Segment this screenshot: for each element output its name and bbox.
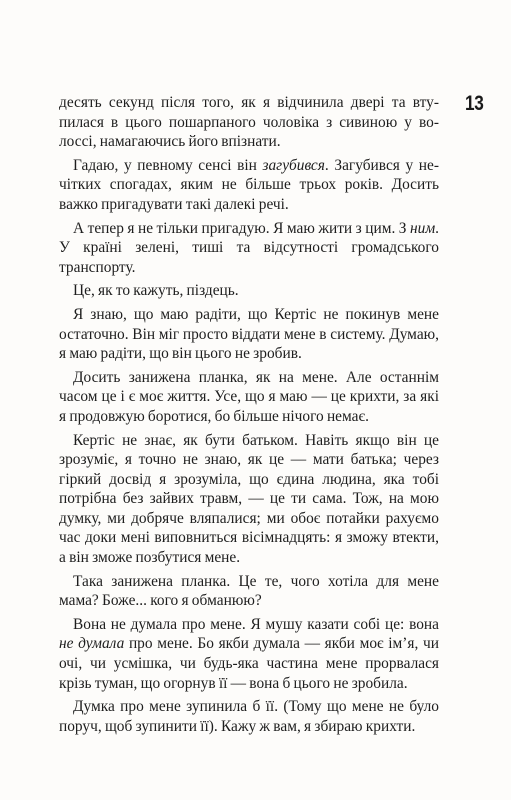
paragraph	[59, 431, 439, 568]
text-segment: А тепер я не тільки пригадую. Я маю жити з цим. З	[73, 219, 410, 237]
text-segment: . Загубився у нечітких спогадах, яким не більше трьох років. Досить важко пригадувати такі далекі речі.	[59, 156, 440, 213]
emphasis-text: ним	[409, 219, 436, 237]
paragraph	[59, 572, 439, 611]
text-segment: десять секунд після того, як я відчинила двері та втупилася в цього пошарпаного чоловіка з сивиною у волоссі, намагаючись його впізнати.	[59, 94, 439, 151]
paragraph	[59, 93, 439, 152]
text-segment: Я знаю, що маю радіти, що Кертіс не покинув мене остаточно. Він міг просто віддати мене в систему. Думаю, я маю радіти, що він цього не зробив.	[59, 305, 439, 363]
text-segment: Думка про мене зупинила б її. (Тому що мене не було поруч, щоб зупинити її). Кажу ж вам, я збираю крихти.	[59, 698, 439, 735]
text-segment: Гадаю, у певному сенсі він	[73, 156, 263, 174]
paragraph	[59, 305, 439, 364]
paragraph	[59, 615, 439, 693]
paragraph	[59, 368, 439, 427]
text-segment: Така занижена планка. Це те, чого хотіла для мене мама? Боже... кого я обманюю?	[59, 572, 439, 610]
text-segment: Це, як то кажуть, піздець.	[73, 282, 239, 300]
text-segment: про мене. Бо якби думала — якби моє ім’я, чи очі, чи усмішка, чи будь-яка частина мене прорвалася крізь туман, що огорнув її — вона б цього не зробила.	[59, 635, 439, 692]
paragraph	[59, 697, 439, 736]
emphasis-text: не думала	[59, 635, 125, 653]
body-text	[59, 93, 439, 740]
emphasis-text: загубився	[262, 156, 325, 174]
text-segment: Вона не думала про мене. Я мушу казати собі це: вона	[73, 615, 439, 633]
paragraph	[59, 219, 439, 278]
paragraph	[59, 281, 439, 301]
paragraph	[59, 156, 439, 215]
text-segment: . У країні зелені, тиші та відсутності громадського транспорту.	[59, 219, 439, 276]
page-number: 13	[464, 92, 483, 115]
text-segment: Кертіс не знає, як бути батьком. Навіть якщо він це зрозуміє, я точно не знаю, як це — мати батька; через гіркий досвід я зрозуміла, що єдина людина, яка тобі потрібна без зайвих травм, — це ти сама. Тож, на мою думку, ми добряче вляпалися; ми обоє потайки рахуємо час доки мені виповниться вісімнадцять: я зможу втекти, а він зможе позбутися мене.	[59, 431, 439, 567]
text-segment: Досить занижена планка, як на мене. Але останнім часом це і є моє життя. Усе, що я маю — це крихти, за які я продовжую боротися, бо більше нічого немає.	[59, 368, 439, 425]
